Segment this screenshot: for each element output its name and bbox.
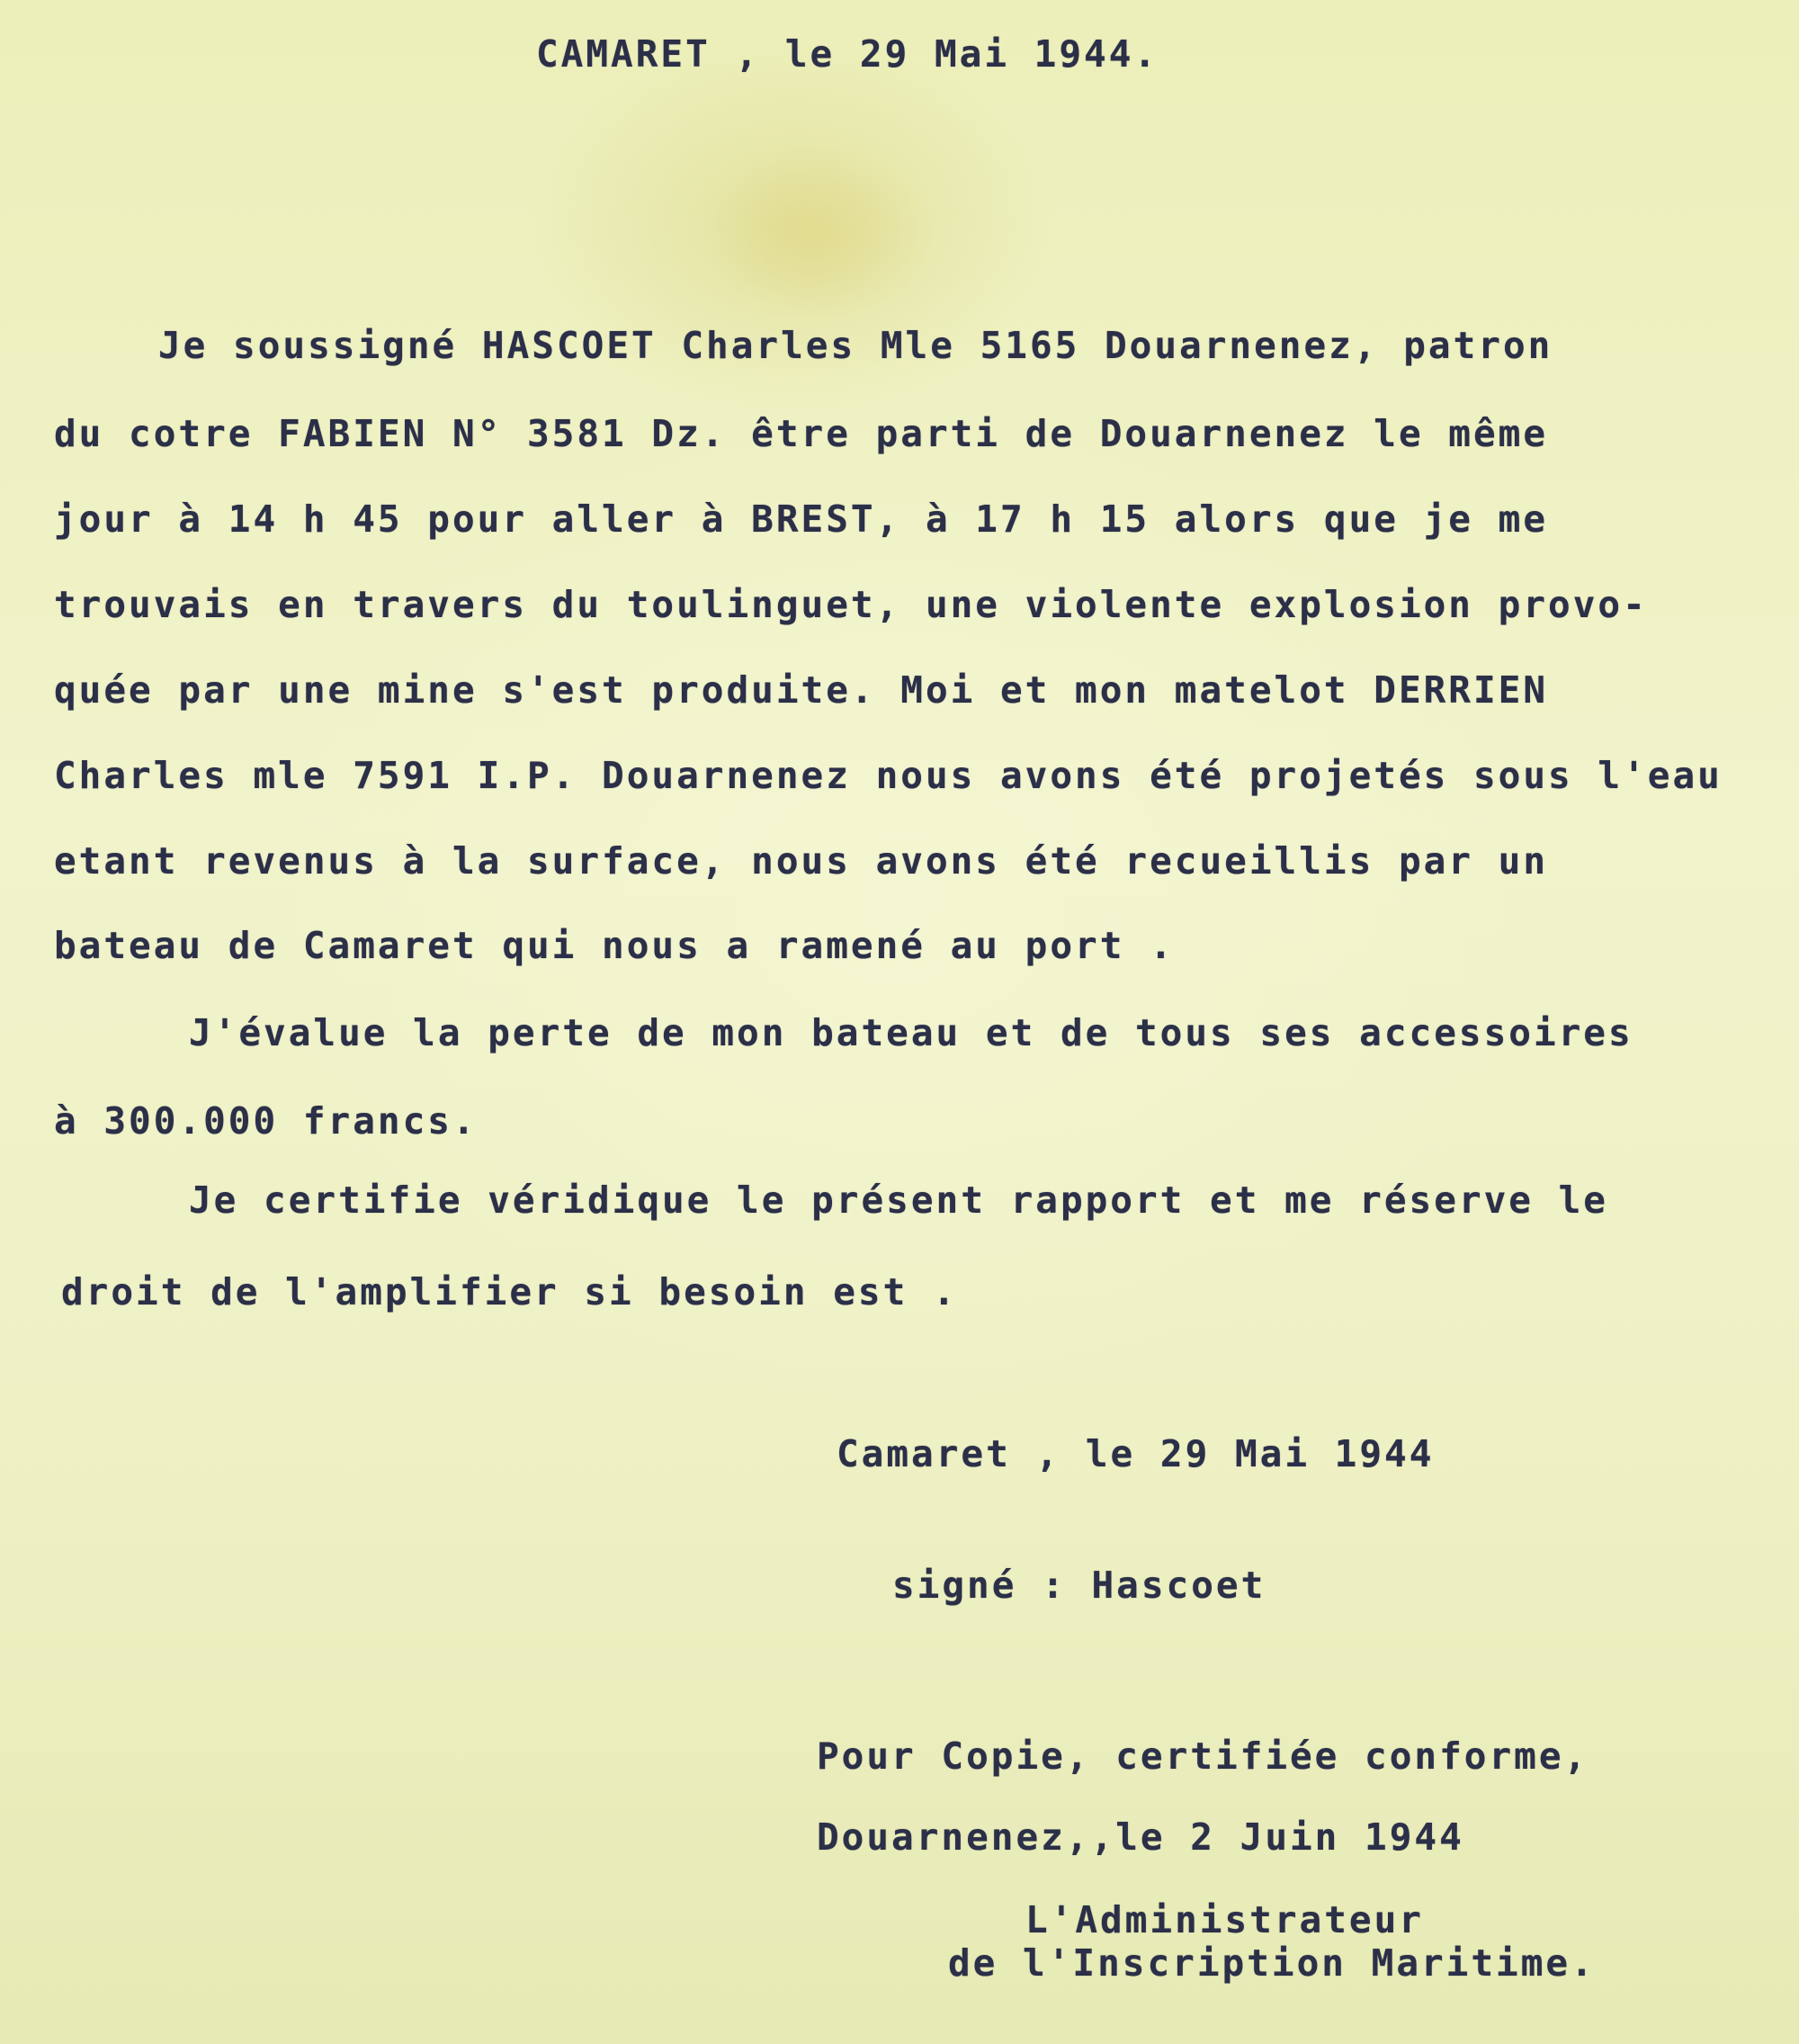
body-line-6: Charles mle 7591 I.P. Douarnenez nous avons été projetés sous l'eau: [54, 754, 1723, 797]
body-line-1: Je soussigné HASCOET Charles Mle 5165 Douarnenez, patron: [158, 324, 1553, 367]
administrator-title: L'Administrateur: [1025, 1898, 1424, 1941]
closing-signature: signé : Hascoet: [892, 1564, 1266, 1607]
paper-stain: [702, 144, 935, 324]
body-line-11: Je certifie véridique le présent rapport et me réserve le: [189, 1179, 1608, 1222]
body-line-10: à 300.000 francs.: [54, 1099, 478, 1143]
administrator-office: de l'Inscription Maritime.: [948, 1941, 1596, 1985]
header-date: CAMARET , le 29 Mai 1944.: [536, 32, 1159, 76]
body-line-8: bateau de Camaret qui nous a ramené au port .: [54, 924, 1175, 967]
closing-place-date: Camaret , le 29 Mai 1944: [837, 1432, 1435, 1475]
body-line-12: droit de l'amplifier si besoin est .: [61, 1270, 958, 1313]
body-line-4: trouvais en travers du toulinguet, une violente explosion provo-: [54, 583, 1648, 626]
body-line-7: etant revenus à la surface, nous avons été recueillis par un: [54, 839, 1549, 883]
body-line-3: jour à 14 h 45 pour aller à BREST, à 17 h 15 alors que je me: [54, 498, 1549, 541]
body-line-5: quée par une mine s'est produite. Moi et mon matelot DERRIEN: [54, 668, 1549, 712]
body-line-2: du cotre FABIEN N° 3581 Dz. être parti de Douarnenez le même: [54, 412, 1549, 455]
certification-place-date: Douarnenez,,le 2 Juin 1944: [817, 1815, 1464, 1859]
body-line-9: J'évalue la perte de mon bateau et de tous ses accessoires: [189, 1011, 1633, 1054]
certification-copy: Pour Copie, certifiée conforme,: [817, 1735, 1589, 1778]
